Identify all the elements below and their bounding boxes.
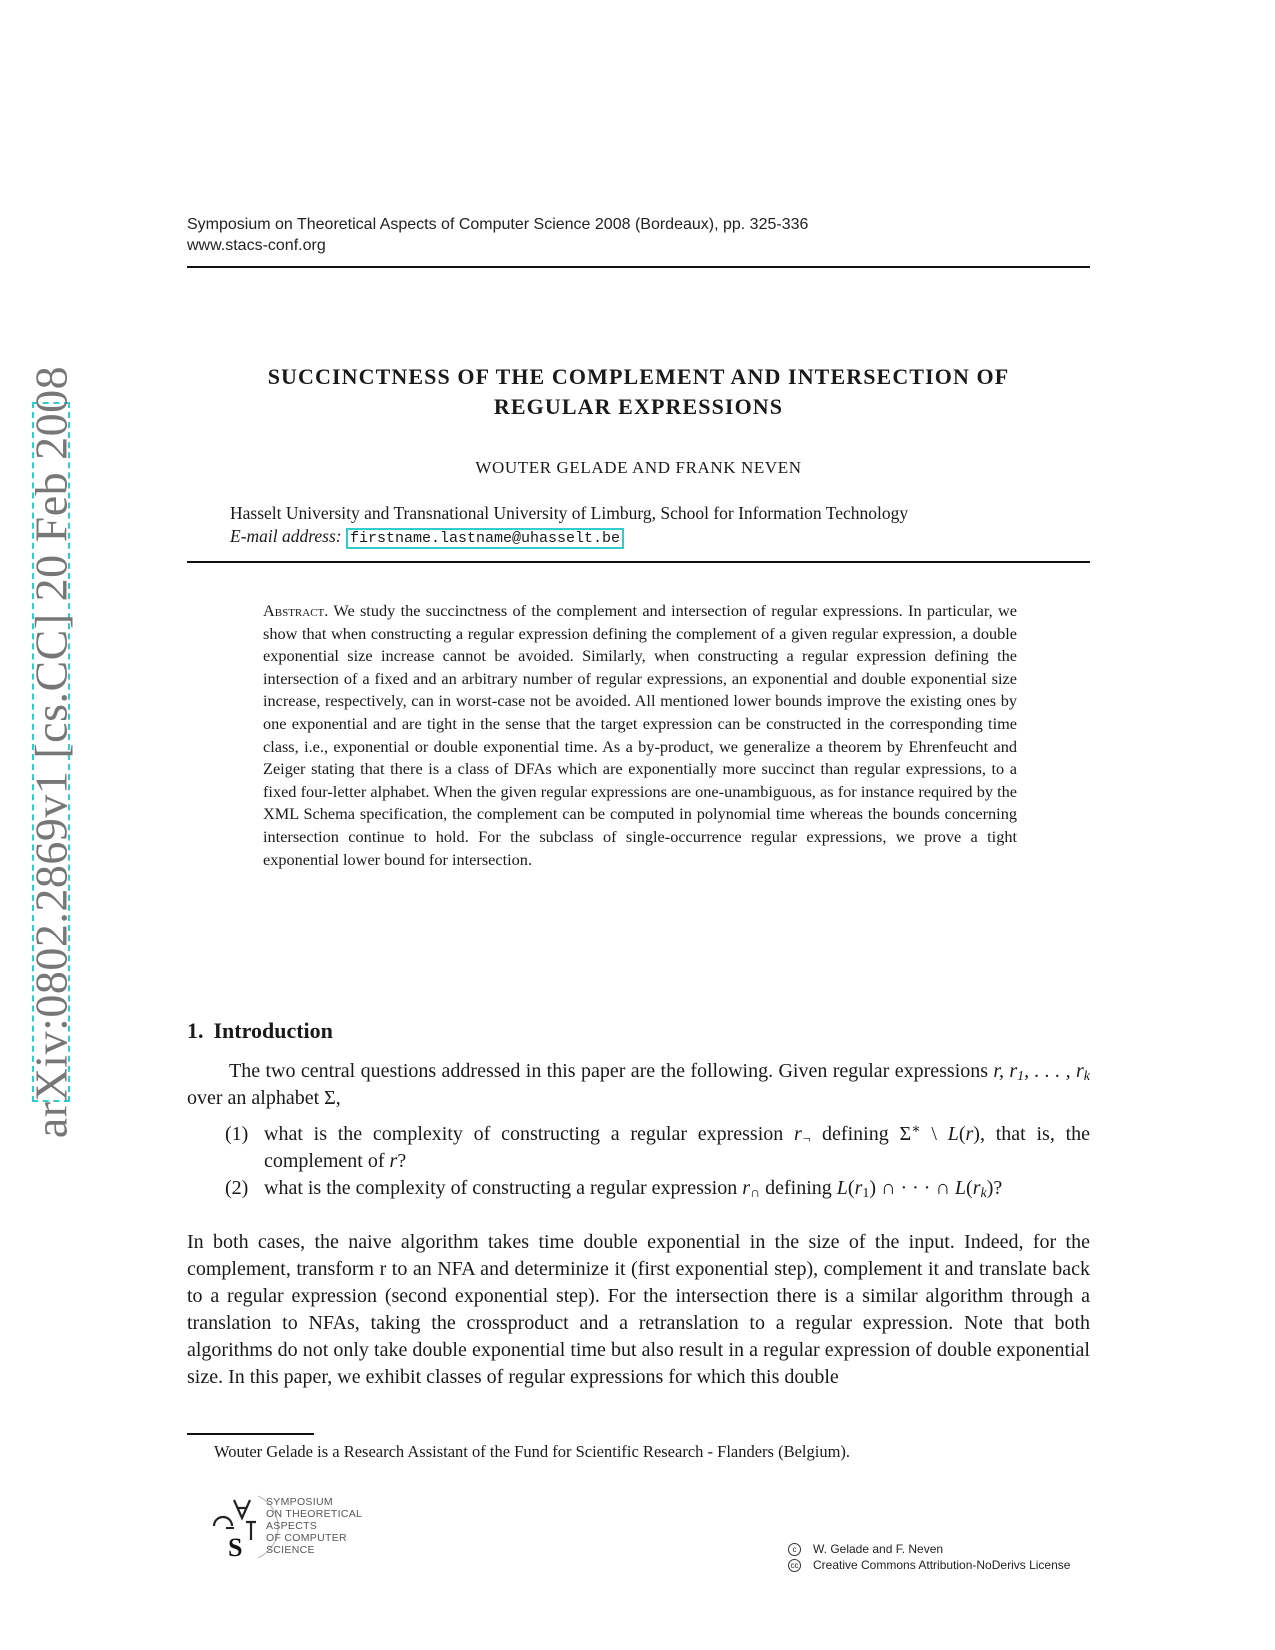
abstract-label: Abstract.: [263, 601, 329, 620]
math-expression: r: [389, 1150, 398, 1172]
math-expression: $r_\cap$: [742, 1177, 761, 1201]
question-text: what is the complexity of constructing a regular expression: [264, 1123, 795, 1145]
license-block: [788, 1541, 1070, 1573]
cc-line: [788, 1557, 1070, 1573]
email-link[interactable]: firstname.lastname@uhasselt.be: [346, 528, 624, 549]
math-expression: L: [947, 1123, 959, 1145]
section-title: Introduction: [213, 1018, 333, 1043]
math-expression: r: [965, 1123, 974, 1145]
venue-line: Symposium on Theoretical Aspects of Computer Science 2008 (Bordeaux), pp. 325-336: [187, 216, 809, 233]
title-line-2: REGULAR EXPRESSIONS: [493, 394, 784, 419]
math-expression: L: [836, 1177, 848, 1199]
list-item: (2) what is the complexity of constructing a regular expression $r_\cap$ defining $L(r_1)$ ∩ · · · ∩ $L(r_k)$?: [225, 1177, 1003, 1201]
logo-wordmark: [266, 1496, 362, 1556]
logo-line: SYMPOSIUM: [266, 1496, 333, 1508]
email-label: E-mail address:: [230, 526, 342, 546]
math-expression: r: [854, 1177, 863, 1199]
section-heading: [187, 1018, 333, 1044]
copyright-line: [788, 1541, 1070, 1557]
intro-paragraph-1: [187, 1058, 1090, 1112]
svg-text:S: S: [228, 1533, 243, 1562]
arxiv-identifier[interactable]: arXiv:0802.2869v1 [cs.CC] 20 Feb 2008: [25, 365, 77, 1139]
affiliation: Hasselt University and Transnational University of Limburg, School for Information Technology: [230, 503, 909, 523]
author-list: WOUTER GELADE AND FRANK NEVEN: [475, 458, 802, 477]
list-number: (1): [225, 1123, 249, 1145]
footnote: Wouter Gelade is a Research Assistant of the Fund for Scientific Research - Flanders (Belgium).: [214, 1442, 851, 1461]
intro-text: over an alphabet Σ,: [187, 1087, 341, 1109]
list-number: (2): [225, 1177, 249, 1199]
list-item: (1) what is the complexity of constructing a regular expression $r_\neg$ defining Σ∗ \ L(r), that is, the complement of r?: [225, 1122, 1091, 1172]
logo-line: OF COMPUTER: [266, 1532, 347, 1544]
math-expression: r, $r_1$, . . . , $r_k$: [993, 1060, 1090, 1084]
intro-paragraph-2: In both cases, the naive algorithm takes time double exponential in the size of the input. Indeed, for the complement, transform r to an NFA and determinize it (first exponential step), complement it and translate back to a regular expression (second exponential step). For the intersection there is a similar algorithm through a translation to NFAs, taking the crossproduct and a retranslation to a regular expression. Note that both algorithms do not only take double exponential time but also result in a regular expression of double exponential size. In this paper, we exhibit classes of regular expressions for which this double: [187, 1231, 1090, 1388]
question-text: defining: [760, 1177, 837, 1199]
math-vars: r, r: [993, 1060, 1018, 1082]
email-line: [230, 525, 908, 549]
logo-line: SCIENCE: [266, 1544, 315, 1556]
intro-text: The two central questions addressed in this paper are the following. Given regular expressions: [229, 1060, 994, 1082]
abstract-text: We study the succinctness of the complement and intersection of regular expressions. In particular, we show that when constructing a regular expression defining the complement of a given regular expression, a double exponential size increase cannot be avoided. Similarly, when constructing a regular expression defining the intersection of a fixed and an arbitrary number of regular expressions, an exponential and double exponential size increase, respectively, can in worst-case not be avoided. All mentioned lower bounds improve the existing ones by one exponential and are tight in the sense that the target expression can be constructed in the corresponding time class, i.e., exponential or double exponential time. As a by-product, we generalize a theorem by Ehrenfeucht and Zeiger stating that there is a class of DFAs which are exponentially more succinct than regular expressions, to a fixed four-letter alphabet. When the given regular expressions are one-unambiguous, as for instance required by the XML Schema specification, the complement can be computed in polynomial time whereas the bounds concerning intersection continue to hold. For the subclass of single-occurrence regular expressions, we prove a tight exponential lower bound for intersection.: [263, 601, 1018, 869]
venue-url: www.stacs-conf.org: [187, 237, 326, 254]
question-text: \: [920, 1123, 948, 1145]
question-text: , that is, the complement of: [264, 1123, 1091, 1172]
affiliation-block: [230, 502, 908, 549]
math-expression: $r_\neg$: [794, 1123, 812, 1147]
header-rule: [187, 266, 1090, 268]
copyright-holders: W. Gelade and F. Neven: [813, 1542, 944, 1556]
paper-title: [187, 362, 1090, 422]
section-number: 1.: [187, 1018, 204, 1043]
question-text: )?: [986, 1177, 1003, 1199]
logo-line: ON THEORETICAL: [266, 1508, 363, 1520]
copyright-icon: c: [788, 1543, 801, 1556]
footnote-rule: [187, 1433, 314, 1435]
question-text: ?: [397, 1150, 407, 1172]
conference-header: [187, 214, 808, 256]
abstract: [263, 600, 1017, 871]
question-text: defining Σ: [811, 1123, 912, 1145]
math-expression: L: [954, 1177, 967, 1199]
title-line-1: SUCCINCTNESS OF THE COMPLEMENT AND INTERSECTION OF: [267, 364, 1010, 389]
question-text: what is the complexity of constructing a regular expression: [264, 1177, 743, 1199]
question-list: [187, 1121, 1090, 1202]
creative-commons-icon: cc: [788, 1559, 801, 1572]
math-expression: $r_k$: [972, 1177, 987, 1201]
logo-line: ASPECTS: [266, 1520, 318, 1532]
license-text: Creative Commons Attribution-NoDerivs License: [813, 1558, 1071, 1572]
title-rule: [187, 561, 1090, 563]
